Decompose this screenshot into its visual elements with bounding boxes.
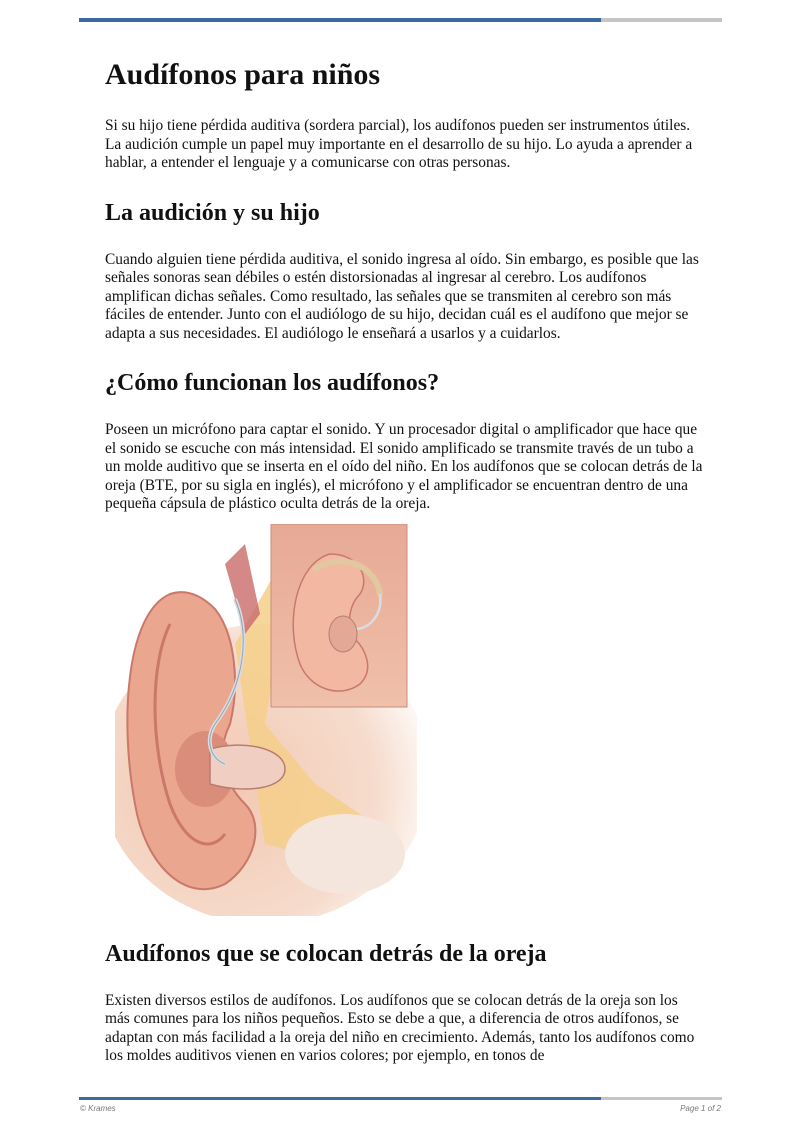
- header-rule-grey: [601, 18, 722, 22]
- section-body-bte: Existen diversos estilos de audífonos. Los audífonos que se colocan detrás de la oreja son los más comunes para los niños pequeños. Esto se debe a que, a diferencia de otros audífonos, se adaptan con más facilidad a la oreja del niño en crecimiento. Además, tanto los audífonos como los moldes auditivos vienen en varios colores; por ejemplo, en tonos de: [105, 991, 695, 1064]
- section-body-hearing: Cuando alguien tiene pérdida auditiva, el sonido ingresa al oído. Sin embargo, es posible que las señales sonoras sean débiles o estén distorsionadas al ingresar al cerebro. Los audífonos amplifican dichas señales. Como resultado, las señales que se transmiten al cerebro son más fáciles de entender. Junto con el audiólogo de su hijo, decidan cuál es el audífono que mejor se adapta a sus necesidades. El audiólogo le enseñará a usarlos y a cuidarlos.: [105, 250, 699, 342]
- section-heading-bte: Audífonos que se colocan detrás de la oreja: [105, 940, 547, 967]
- intro-paragraph: Si su hijo tiene pérdida auditiva (sordera parcial), los audífonos pueden ser instrumentos útiles. La audición cumple un papel muy importante en el desarrollo de su hijo. Lo ayuda a aprender a hablar, a entender el lenguaje y a comunicarse con otras personas.: [105, 117, 693, 171]
- ear-illustration-svg: [115, 524, 417, 916]
- section-body-how-it-works: Poseen un micrófono para captar el sonido. Y un procesador digital o amplificador que hace que el sonido se escuche con más intensidad. El sonido amplificado se transmite través de un tubo a un molde auditivo que se inserta en el oído del niño. En los audífonos que se colocan detrás de la oreja (BTE, por su sigla en inglés), el micrófono y el amplificador se encuentran dentro de una pequeña cápsula de plástico oculta detrás de la oreja.: [105, 421, 703, 512]
- footer-rule: [79, 1097, 722, 1100]
- footer-page-number: Page 1 of 2: [680, 1104, 721, 1113]
- footer-rule-blue: [79, 1097, 601, 1100]
- ear-hearing-aid-illustration: [115, 524, 417, 916]
- section-heading-how-it-works: ¿Cómo funcionan los audífonos?: [105, 370, 440, 396]
- header-rule-blue: [79, 18, 601, 22]
- inset-ear-mold: [329, 616, 357, 652]
- header-rule: [79, 18, 722, 22]
- document-content: [105, 52, 705, 1092]
- inner-ear-structure: [285, 814, 405, 894]
- footer-copyright: © Krames: [80, 1104, 116, 1113]
- section-heading-hearing: La audición y su hijo: [105, 199, 320, 226]
- page-title: Audífonos para niños: [105, 58, 381, 91]
- footer-rule-grey: [601, 1097, 722, 1100]
